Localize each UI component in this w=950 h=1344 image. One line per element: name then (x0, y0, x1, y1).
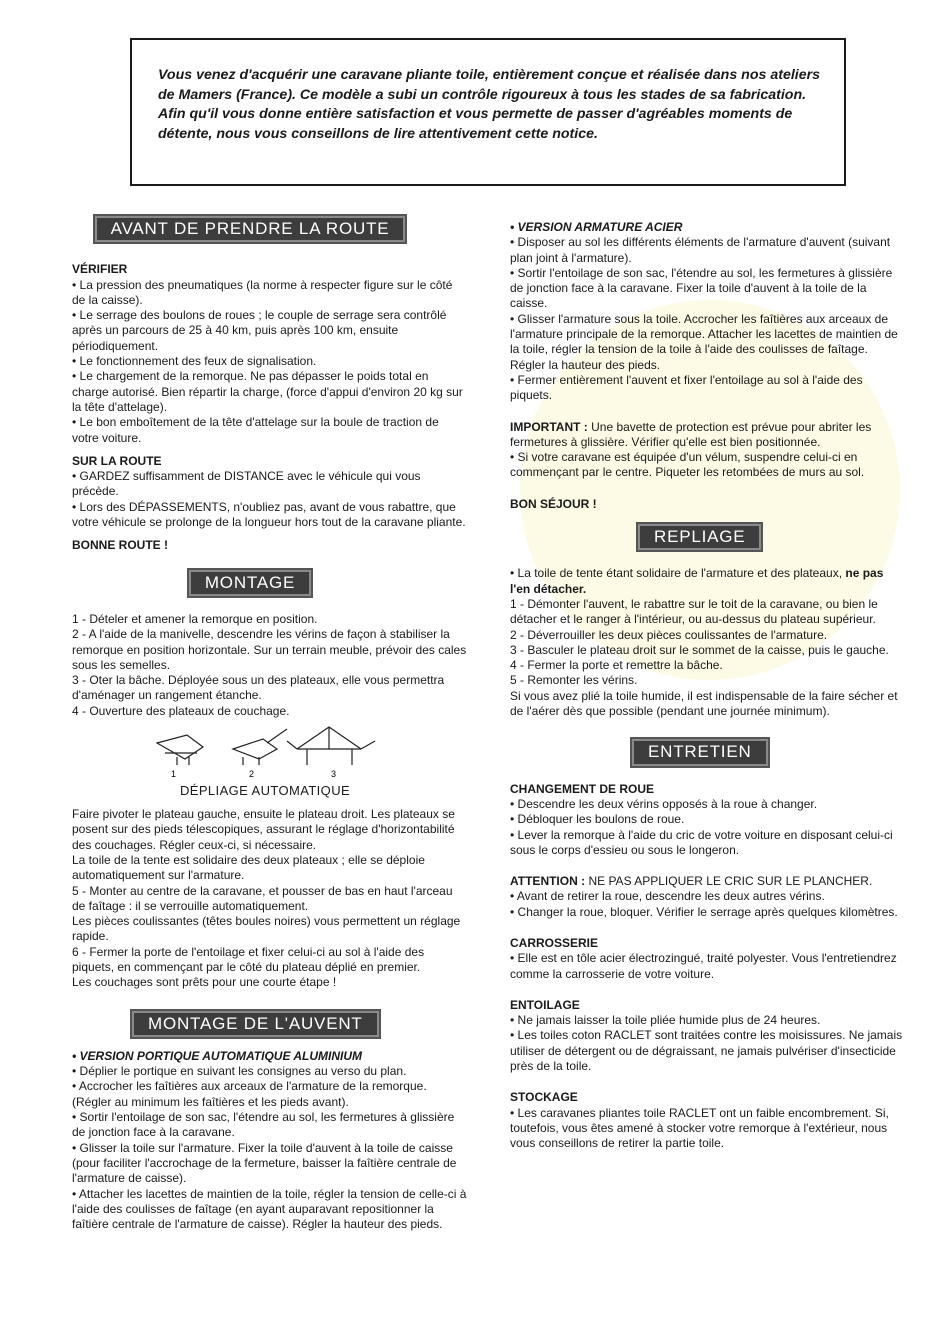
intro-text: Vous venez d'acquérir une caravane pliante toile, entièrement conçue et réalisée dans nos ateliers de Mamers (France). Ce modèle a subi un contrôle rigoureux à tous les stades de sa fabrication. Afin qu'il vous donne entière satisfaction et vous permette de passer d'agréables moments de détente, nous vous conseillons de lire attentivement cette notice. (158, 67, 821, 142)
route-item: • GARDEZ suffisamment de DISTANCE avec le véhicule qui vous précède. (72, 469, 421, 499)
roue-item: • Avant de retirer la roue, descendre les deux autres vérins. (510, 889, 825, 904)
verifier-item: • Le chargement de la remorque. Ne pas dépasser le poids total en charge autorisé. Bien répartir la charge, (force d'appui d'environ 20 kg sur la tête d'attelage). (72, 369, 463, 414)
roue-item: • Descendre les deux vérins opposés à la roue à changer. (510, 796, 818, 811)
montage-paragraph: Faire pivoter le plateau gauche, ensuite le plateau droit. Les plateaux se posent sur des pieds télescopiques, assurant le réglage d'horizontabilité des couchages. Régler ceux-ci, si nécessaire. (72, 807, 455, 852)
roue-item: • Changer la roue, bloquer. Vérifier le serrage après quelques kilomètres. (510, 904, 898, 919)
repliage-step: Si vous avez plié la toile humide, il est indispensable de la faire sécher et de l'aérer dès que possible (pendant une journée minimum). (510, 688, 898, 719)
verifier-item: • Le bon emboîtement de la tête d'attelage sur la boule de traction de votre voiture. (72, 415, 439, 445)
verifier-item: • La pression des pneumatiques (la norme à respecter figure sur le côté de la caisse). (72, 277, 453, 307)
repliage-step: 2 - Déverrouiller les deux pièces coulissantes de l'armature. (510, 627, 828, 642)
roue-item: • Lever la remorque à l'aide du cric de votre voiture en disposant celui-ci sous le corps d'essieu ou sous le longeron. (510, 827, 893, 857)
repliage-intro (510, 566, 906, 597)
alu-item: • Déplier le portique en suivant les consignes au verso du plan. (72, 1064, 407, 1079)
montage-paragraph: 6 - Fermer la porte de l'entoilage et fixer celui-ci au sol à l'aide des piquets, en commençant par le côté du plateau déplié en premier. (72, 944, 425, 974)
repliage-intro-text: • La toile de tente étant solidaire de l'armature et des plateaux, (510, 566, 846, 581)
important-text: Une bavette de protection est prévue pour abriter les fermetures à glissière. Vérifier qu'elle est bien positionnée. (510, 419, 872, 449)
montage-paragraph: La toile de la tente est solidaire des deux plateaux ; elle se déploie automatiquement sur l'armature. (72, 852, 425, 883)
bonne-route: BONNE ROUTE ! (72, 538, 168, 553)
repliage-step: 4 - Fermer la porte et remettre la bâche. (510, 658, 723, 673)
depliage-diagram (72, 719, 468, 799)
alu-item: • Sortir l'entoilage de son sac, l'étendre au sol, les fermetures à glissière de jonction face à la caravane. (72, 1110, 455, 1140)
alu-item: • Accrocher les faîtières aux arceaux de l'armature de la remorque. (Régler au minimum les faîtières et les pieds avant). (72, 1079, 427, 1109)
repliage-intro-bold: ne pas l'en détacher. (510, 566, 884, 596)
changement-roue-heading: CHANGEMENT DE ROUE (510, 781, 655, 796)
acier-item: • Disposer au sol les différents éléments de l'armature d'auvent (suivant plan joint à l'armature). (510, 235, 891, 265)
diagram-label-3: 3 (331, 769, 337, 780)
important-note (510, 420, 906, 451)
repliage-step: 1 - Démonter l'auvent, le rabattre sur le toit de la caravane, ou bien le détacher et le ranger à l'intérieur, ou au-dessus du plateau supérieur. (510, 596, 878, 627)
acier-item: • Sortir l'entoilage de son sac, l'étendre au sol, les fermetures à glissière de jonction face à la caravane. Fixer la toile d'auvent à la toile de la caisse. (510, 265, 893, 311)
entoilage-item: • Ne jamais laisser la toile pliée humide plus de 24 heures. (510, 1013, 821, 1028)
bon-sejour: BON SÉJOUR ! (510, 496, 597, 511)
diagram-caption: DÉPLIAGE AUTOMATIQUE (180, 783, 351, 799)
montage-step: 1 - Dételer et amener la remorque en position. (72, 611, 318, 626)
diagram-label-2: 2 (249, 769, 255, 780)
verifier-item: • Le fonctionnement des feux de signalisation. (72, 354, 317, 369)
velum-note: • Si votre caravane est équipée d'un vélum, suspendre celui-ci en commençant par le centre. Piqueter les retombées de murs au sol. (510, 450, 865, 480)
verifier-heading: VÉRIFIER (72, 262, 128, 277)
entoilage-item: • Les toiles coton RACLET sont traitées contre les moisissures. Ne jamais utiliser de détergent ou de dégraissant, ne jamais pulvériser d'insecticide près de la toile. (510, 1028, 903, 1074)
attention-text: NE PAS APPLIQUER LE CRIC SUR LE PLANCHER. (585, 874, 873, 889)
section-banner-repliage: REPLIAGE (638, 524, 761, 550)
route-item: • Lors des DÉPASSEMENTS, n'oubliez pas, avant de vous rabattre, que votre véhicule se prolonge de la longueur hors tout de la caravane pliante. (72, 499, 466, 530)
repliage-step: 3 - Basculer le plateau droit sur le sommet de la caisse, puis le gauche. (510, 642, 889, 657)
verifier-item: • Le serrage des boulons de roues ; le couple de serrage sera contrôlé après un parcours de 25 à 40 km, puis après 100 km, ensuite périodiquement. (72, 308, 447, 353)
montage-step: 2 - A l'aide de la manivelle, descendre les vérins de façon à stabiliser la remorque en position horizontale. Sur un terrain meuble, prévoir des cales sous les semelles. (72, 627, 467, 672)
version-acier-heading: • VERSION ARMATURE ACIER (510, 220, 683, 234)
section-banner-avant: AVANT DE PRENDRE LA ROUTE (95, 216, 406, 242)
montage-paragraph: Les pièces coulissantes (têtes boules noires) vous permettent un réglage rapide. (72, 914, 461, 944)
stockage-text: • Les caravanes pliantes toile RACLET ont un faible encombrement. Si, toutefois, vous êtes amené à stocker votre remorque à l'extérieur, nous vous conseillons de retirer la partie toile. (510, 1105, 889, 1151)
alu-item: • Attacher les lacettes de maintien de la toile, régler la tension de celle-ci à l'aide des coulisses de faîtage (en ayant auparavant repositionner la faîtière centrale de l'armature de caisse). Régler la hauteur des pieds. (72, 1186, 467, 1232)
montage-step: 3 - Oter la bâche. Déployée sous un des plateaux, elle vous permettra d'aménager un rangement étanche. (72, 673, 445, 703)
repliage-step: 5 - Remonter les vérins. (510, 673, 638, 688)
entoilage-heading: ENTOILAGE (510, 997, 580, 1012)
roue-item: • Débloquer les boulons de roue. (510, 812, 685, 827)
diagram-label-1: 1 (171, 769, 177, 780)
intro-box (130, 38, 846, 186)
section-banner-montage: MONTAGE (189, 570, 311, 596)
attention-label: ATTENTION : (510, 874, 586, 889)
carrosserie-text: • Elle est en tôle acier électrozingué, traité polyester. Vous l'entretiendrez comme la carrosserie de votre voiture. (510, 951, 897, 981)
acier-item: • Fermer entièrement l'auvent et fixer l'entoilage au sol à l'aide des piquets. (510, 372, 863, 403)
section-banner-auvent: MONTAGE DE L'AUVENT (132, 1011, 379, 1037)
montage-step: 4 - Ouverture des plateaux de couchage. (72, 703, 290, 718)
right-column (510, 220, 906, 1152)
attention-note (510, 874, 906, 889)
montage-paragraph: 5 - Monter au centre de la caravane, et pousser de bas en haut l'arceau de faîtage : il se verrouille automatiquement. (72, 883, 453, 913)
sur-la-route-heading: SUR LA ROUTE (72, 453, 162, 468)
carrosserie-heading: CARROSSERIE (510, 935, 599, 950)
left-column (72, 216, 468, 1232)
depliage-illustration (147, 719, 387, 781)
acier-item: • Glisser l'armature sous la toile. Accrocher les faîtières aux arceaux de l'armature principale de la remorque. Attacher les lacettes de maintien de la toile, régler la tension de la toile à l'aide des coulisses de faîtage. Régler la hauteur des pieds. (510, 311, 898, 372)
stockage-heading: STOCKAGE (510, 1090, 578, 1105)
version-alu-heading: • VERSION PORTIQUE AUTOMATIQUE ALUMINIUM (72, 1048, 362, 1063)
alu-item: • Glisser la toile sur l'armature. Fixer la toile d'auvent à la toile de caisse (pour faciliter l'accrochage de la fermeture, baisser la faîtière centrale de l'armature de caisse). (72, 1140, 457, 1186)
section-banner-entretien: ENTRETIEN (632, 739, 768, 765)
montage-paragraph: Les couchages sont prêts pour une courte étape ! (72, 975, 337, 990)
important-label: IMPORTANT : (510, 419, 588, 434)
